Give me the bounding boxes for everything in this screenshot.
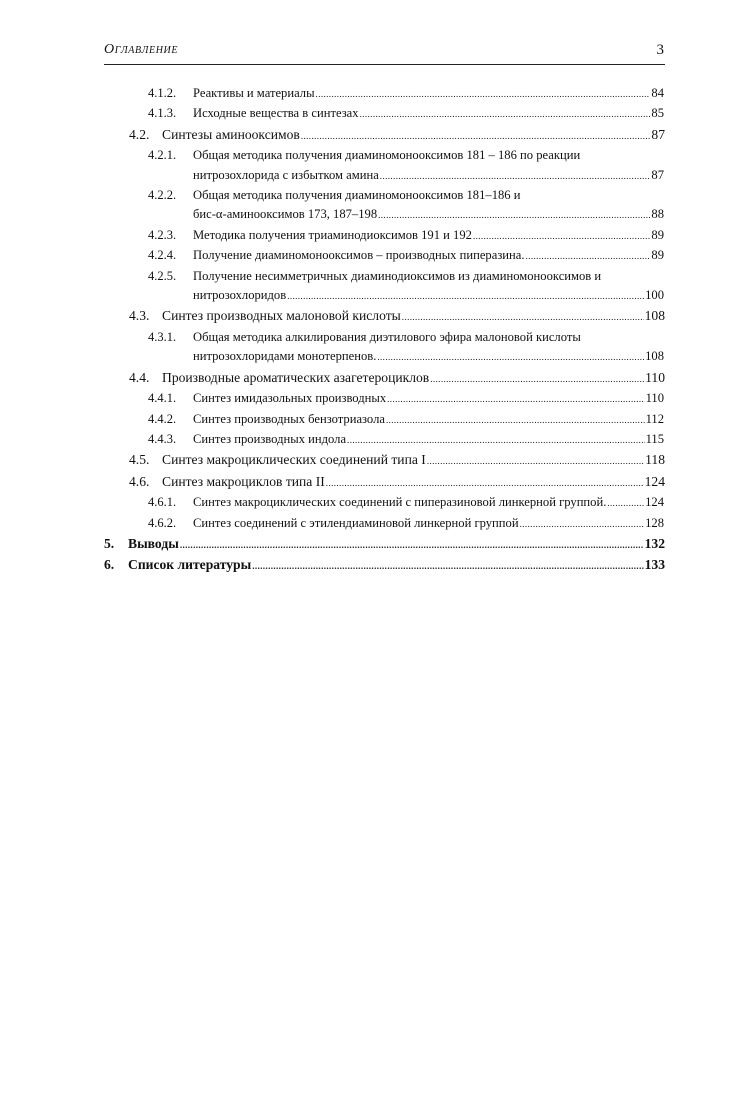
toc-entry-4-6-1[interactable] — [0, 493, 733, 513]
toc-entry-page: 128 — [645, 515, 664, 530]
toc-entry-number: 4.6. — [129, 473, 150, 489]
running-header — [104, 40, 664, 60]
toc-entry-number: 4.6.2. — [148, 515, 177, 530]
toc-entry-title-line-1: Общая методика алкилирования диэтилового эфира малоновой кислоты — [193, 329, 581, 344]
toc-entry-title: Синтез соединений с этилендиаминовой линкерной группой — [193, 515, 519, 530]
toc-entry-4-6-2[interactable] — [0, 514, 733, 534]
toc-entry-page: 124 — [644, 473, 665, 489]
toc-entry-4-2[interactable] — [0, 125, 733, 146]
toc-entry-title-line-2: бис-α-аминооксимов 173, 187–198 — [193, 207, 378, 222]
dot-leader — [378, 206, 650, 225]
toc-entry-page: 84 — [651, 86, 664, 100]
toc-entry-4-2-2[interactable] — [0, 186, 733, 226]
header-rule — [104, 64, 665, 65]
toc-entry-page: 118 — [645, 452, 665, 468]
toc-entry-page: 124 — [645, 495, 664, 510]
toc-entry-4-1-2[interactable] — [0, 84, 733, 104]
toc-entry-page: 88 — [651, 207, 664, 222]
toc-entry-title: Список литературы — [128, 557, 252, 573]
toc-entry-title: Синтез производных бензотриазола — [193, 411, 385, 426]
toc-entry-title: Синтез макроциклов типа II — [162, 473, 325, 489]
dot-leader — [287, 287, 644, 306]
toc-entry-number: 4.4.1. — [148, 391, 177, 406]
toc-entry-page: 89 — [651, 248, 664, 263]
toc-entry-4-4[interactable] — [0, 368, 733, 389]
toc-entry-number: 4.4.2. — [148, 411, 177, 426]
toc-entry-title: Синтез производных индола — [193, 431, 347, 446]
toc-entry-title: Синтезы аминооксимов — [162, 126, 300, 142]
table-of-contents — [0, 84, 733, 577]
dot-leader — [607, 494, 644, 513]
toc-entry-title-line-1: Общая методика получения диаминомонооксимов 181–186 и — [193, 188, 521, 203]
toc-entry-number: 4.2.4. — [148, 248, 177, 263]
dot-leader — [326, 474, 644, 493]
toc-entry-number: 4.3.1. — [148, 329, 177, 344]
toc-entry-number: 4.2.5. — [148, 268, 177, 283]
toc-entry-number: 4.1.2. — [148, 86, 177, 100]
toc-entry-page: 89 — [651, 227, 664, 242]
toc-entry-4-6[interactable] — [0, 472, 733, 493]
toc-entry-page: 108 — [644, 308, 665, 324]
toc-entry-title: Получение диаминомонооксимов – производных пиперазина. — [193, 248, 525, 263]
dot-leader — [180, 536, 644, 555]
dot-leader — [377, 348, 644, 367]
toc-entry-page: 87 — [651, 126, 665, 142]
dot-leader — [427, 452, 644, 471]
toc-entry-page: 110 — [645, 391, 664, 406]
dot-leader — [360, 105, 651, 124]
toc-entry-4-4-2[interactable] — [0, 410, 733, 430]
toc-entry-title: Исходные вещества в синтезах — [193, 106, 359, 121]
toc-entry-5[interactable] — [0, 534, 733, 555]
toc-entry-page: 87 — [651, 167, 664, 182]
toc-entry-page: 100 — [645, 288, 664, 303]
toc-entry-4-4-3[interactable] — [0, 430, 733, 450]
toc-entry-page: 85 — [651, 106, 664, 121]
dot-leader — [347, 431, 645, 450]
toc-entry-title: Синтез макроциклических соединений типа I — [162, 452, 426, 468]
toc-entry-title-line-2: нитрозохлоридов — [193, 288, 287, 303]
toc-entry-title-line-1: Получение несимметричных диаминодиоксимов из диаминомонооксимов и — [193, 268, 602, 283]
toc-entry-page: 108 — [645, 349, 664, 364]
toc-entry-number: 4.5. — [129, 452, 150, 468]
toc-entry-number: 4.4. — [129, 369, 150, 385]
toc-entry-title: Синтез имидазольных производных — [193, 391, 387, 406]
toc-entry-number: 4.2.3. — [148, 227, 177, 242]
toc-entry-number: 4.1.3. — [148, 106, 177, 121]
toc-entry-page: 132 — [644, 535, 665, 551]
toc-entry-number: 4.3. — [129, 308, 150, 324]
toc-entry-number: 4.6.1. — [148, 495, 177, 510]
toc-entry-number: 6. — [104, 557, 115, 573]
toc-entry-4-2-4[interactable] — [0, 246, 733, 266]
toc-entry-4-2-5[interactable] — [0, 267, 733, 307]
toc-entry-page: 110 — [645, 369, 665, 385]
toc-entry-6[interactable] — [0, 555, 733, 576]
toc-entry-4-2-1[interactable] — [0, 146, 733, 186]
dot-leader — [316, 85, 651, 104]
toc-entry-page: 112 — [645, 411, 664, 426]
toc-entry-number: 4.4.3. — [148, 431, 177, 446]
toc-entry-title: Методика получения триаминодиоксимов 191 и 192 — [193, 227, 472, 242]
toc-entry-title: Реактивы и материалы — [193, 86, 315, 100]
toc-entry-title-line-1: Общая методика получения диаминомонооксимов 181 – 186 по реакции — [193, 148, 581, 163]
toc-entry-4-4-1[interactable] — [0, 389, 733, 409]
toc-entry-title: Синтез макроциклических соединений с пиперазиновой линкерной группой. — [193, 495, 607, 510]
dot-leader — [301, 127, 651, 146]
toc-entry-4-3[interactable] — [0, 306, 733, 327]
toc-entry-title-line-2: нитрозохлоридами монотерпенов. — [193, 349, 377, 364]
toc-entry-title: Синтез производных малоновой кислоты — [162, 308, 401, 324]
toc-entry-4-3-1[interactable] — [0, 328, 733, 368]
toc-entry-4-1-3[interactable] — [0, 104, 733, 124]
dot-leader — [387, 390, 644, 409]
dot-leader — [386, 411, 645, 430]
toc-entry-number: 4.2.2. — [148, 188, 177, 203]
toc-entry-number: 5. — [104, 535, 115, 551]
toc-entry-number: 4.2. — [129, 126, 150, 142]
toc-entry-title-line-2: нитрозохлорида с избытком амина — [193, 167, 379, 182]
running-title: Оглавление — [104, 42, 179, 57]
dot-leader — [252, 557, 643, 576]
dot-leader — [430, 370, 644, 389]
page-number: 3 — [656, 42, 664, 58]
toc-entry-page: 115 — [645, 431, 664, 446]
dot-leader — [473, 227, 650, 246]
toc-entry-number: 4.2.1. — [148, 148, 177, 163]
toc-entry-title: Выводы — [128, 535, 179, 551]
toc-entry-title: Производные ароматических азагетероциклов — [162, 369, 430, 385]
dot-leader — [402, 308, 644, 327]
toc-entry-4-2-3[interactable] — [0, 226, 733, 246]
toc-entry-4-5[interactable] — [0, 450, 733, 471]
toc-entry-page: 133 — [644, 557, 665, 573]
dot-leader — [380, 167, 651, 186]
dot-leader — [526, 247, 651, 266]
dot-leader — [520, 515, 645, 534]
